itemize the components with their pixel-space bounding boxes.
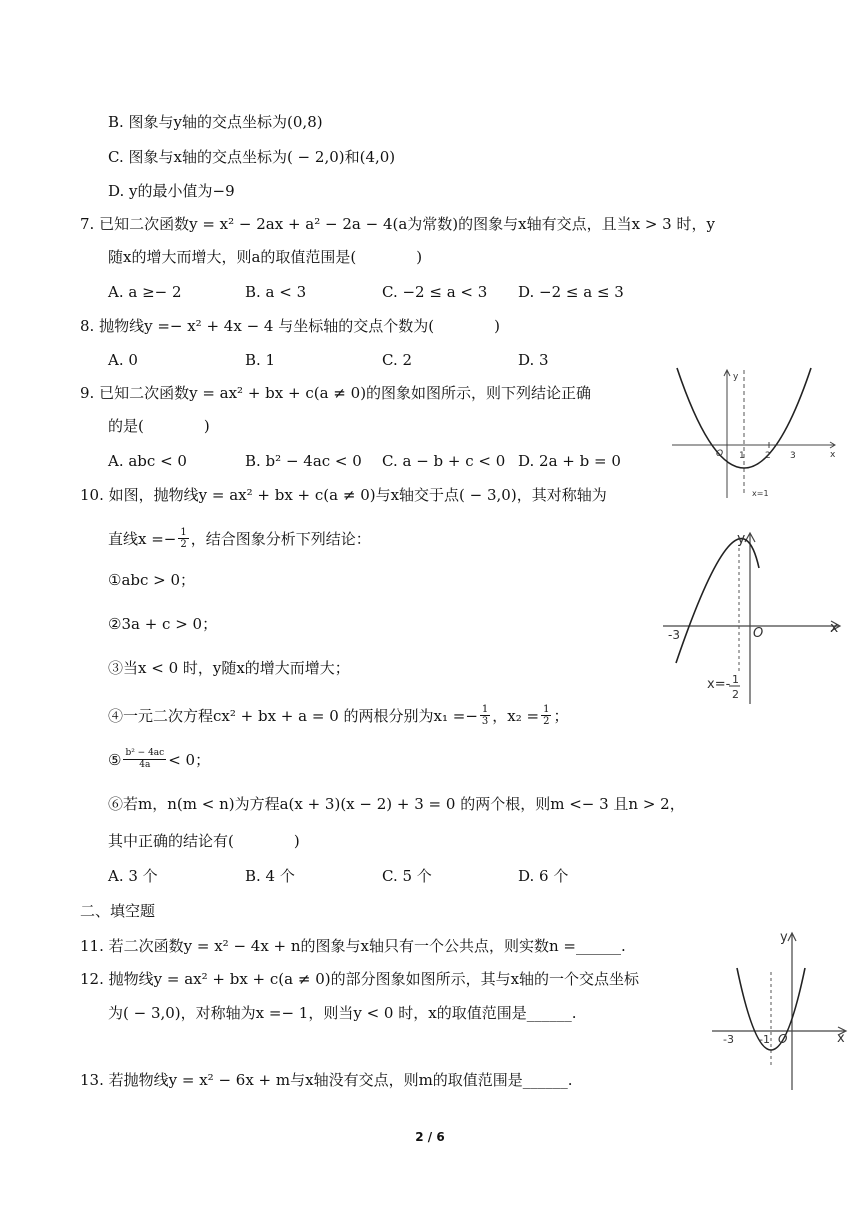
q10-s5-prefix: ⑤ xyxy=(108,750,122,769)
page-number: 2 / 6 xyxy=(415,1130,445,1144)
section-title-fill-blank: 二、填空题 xyxy=(80,902,156,920)
q10-option-a: A. 3 个 xyxy=(108,867,158,885)
q8-option-c: C. 2 xyxy=(382,351,413,369)
q8-option-b: B. 1 xyxy=(245,351,276,369)
q10-line2-text-b: ，结合图象分析下列结论： xyxy=(190,529,371,548)
y-axis-label: y xyxy=(737,531,746,547)
fraction-discriminant xyxy=(123,748,166,771)
tick-label-2: 2 xyxy=(765,451,771,461)
q9-option-d: D. 2a + b = 0 xyxy=(518,452,621,470)
q9-option-a: A. abc < 0 xyxy=(108,452,187,470)
q10-statement-2: ②3a + c > 0； xyxy=(108,615,218,633)
y-axis-label: y xyxy=(733,372,739,382)
q10-stem-line2 xyxy=(108,527,371,550)
q9-parabola-figure xyxy=(670,362,840,502)
fraction-half-2 xyxy=(541,704,551,727)
fraction-denominator: 4a xyxy=(139,760,151,770)
origin-label: O xyxy=(753,626,764,641)
q10-option-b: B. 4 个 xyxy=(245,867,295,885)
q9-stem-line2: 的是( ) xyxy=(108,417,210,435)
axis-fraction-denominator: 2 xyxy=(732,688,739,701)
q10-s5-suffix: < 0； xyxy=(168,750,211,769)
q8-stem: 8. 抛物线y =− x² + 4x − 4 与坐标轴的交点个数为( ) xyxy=(80,317,500,335)
q10-option-c: C. 5 个 xyxy=(382,867,432,885)
q12-stem-line1: 12. 抛物线y = ax² + bx + c(a ≠ 0)的部分图象如图所示，其与x轴的一个交点坐标 xyxy=(80,970,640,988)
fraction-denominator: 2 xyxy=(180,539,187,550)
q8-option-a: A. 0 xyxy=(108,351,138,369)
q10-parabola-figure xyxy=(663,528,848,708)
q10-statement-4 xyxy=(108,704,568,727)
q7-stem-line1: 7. 已知二次函数y = x² − 2ax + a² − 2a − 4(a为常数)的图象与x轴有交点，且当x > 3 时，y xyxy=(80,215,715,233)
fraction-numerator: 1 xyxy=(481,704,489,715)
q7-option-b: B. a < 3 xyxy=(245,283,307,301)
fraction-numerator: b² − 4ac xyxy=(125,748,165,758)
tick-label-3: 3 xyxy=(790,451,796,461)
q10-option-d: D. 6 个 xyxy=(518,867,569,885)
q7-option-c: C. −2 ≤ a < 3 xyxy=(382,283,488,301)
q10-statement-1: ①abc > 0； xyxy=(108,571,196,589)
q10-statement-6: ⑥若m，n(m < n)为方程a(x + 3)(x − 2) + 3 = 0 的两个根，则m <− 3 且n > 2， xyxy=(108,795,685,813)
q6-option-d: D. y的最小值为−9 xyxy=(108,182,235,200)
q9-option-b: B. b² − 4ac < 0 xyxy=(245,452,362,470)
fraction-one-third xyxy=(480,704,490,727)
tick-label-neg3: -3 xyxy=(723,1033,734,1046)
q9-stem-line1: 9. 已知二次函数y = ax² + bx + c(a ≠ 0)的图象如图所示，则下列结论正确 xyxy=(80,384,592,402)
q11-stem: 11. 若二次函数y = x² − 4x + n的图象与x轴只有一个公共点，则实数n =______. xyxy=(80,937,626,955)
x-axis-label: x xyxy=(837,1031,845,1046)
fraction-denominator: 3 xyxy=(481,716,489,727)
tick-label-neg3: -3 xyxy=(668,628,680,642)
fraction-denominator: 2 xyxy=(543,716,550,727)
fraction-half xyxy=(178,527,188,550)
q10-stem-end: 其中正确的结论有( ) xyxy=(108,832,300,850)
q8-option-d: D. 3 xyxy=(518,351,549,369)
origin-label: O xyxy=(778,1032,788,1046)
q6-option-b: B. 图象与y轴的交点坐标为(0,8) xyxy=(108,113,323,131)
q7-option-a: A. a ≥− 2 xyxy=(108,283,182,301)
q7-stem-line2: 随x的增大而增大，则a的取值范围是( ) xyxy=(108,248,423,266)
q10-line2-text-a: 直线x =− xyxy=(108,529,177,548)
axis-fraction-numerator: 1 xyxy=(732,673,739,686)
x-axis-label: x xyxy=(830,620,839,636)
q12-parabola-figure xyxy=(707,928,852,1093)
tick-label-1: 1 xyxy=(739,451,745,461)
q10-s4-text-c: ； xyxy=(553,706,569,725)
q7-option-d: D. −2 ≤ a ≤ 3 xyxy=(518,283,624,301)
symmetry-axis-label: x=- xyxy=(707,677,731,692)
fraction-numerator: 1 xyxy=(180,527,187,538)
q10-s4-text-b: ，x₂ = xyxy=(492,706,540,725)
q9-option-c: C. a − b + c < 0 xyxy=(382,452,506,470)
q13-stem: 13. 若抛物线y = x² − 6x + m与x轴没有交点，则m的取值范围是______. xyxy=(80,1071,573,1089)
parabola-curve xyxy=(676,539,759,663)
tick-label-neg1: -1 xyxy=(759,1033,770,1046)
q10-statement-3: ③当x < 0 时，y随x的增大而增大； xyxy=(108,659,350,677)
symmetry-axis-label: x=1 xyxy=(752,489,769,498)
q12-stem-line2: 为( − 3,0)，对称轴为x =− 1，则当y < 0 时，x的取值范围是______. xyxy=(108,1004,577,1022)
q10-stem-line1: 10. 如图，抛物线y = ax² + bx + c(a ≠ 0)与x轴交于点( − 3,0)，其对称轴为 xyxy=(80,486,607,504)
q6-option-c: C. 图象与x轴的交点坐标为( − 2,0)和(4,0) xyxy=(108,148,396,166)
y-axis-label: y xyxy=(780,930,788,945)
x-axis-label: x xyxy=(830,450,836,460)
q10-s4-text-a: ④一元二次方程cx² + bx + a = 0 的两根分别为x₁ =− xyxy=(108,706,478,725)
fraction-numerator: 1 xyxy=(543,704,550,715)
q10-statement-5 xyxy=(108,748,210,771)
origin-label: O xyxy=(716,449,724,459)
